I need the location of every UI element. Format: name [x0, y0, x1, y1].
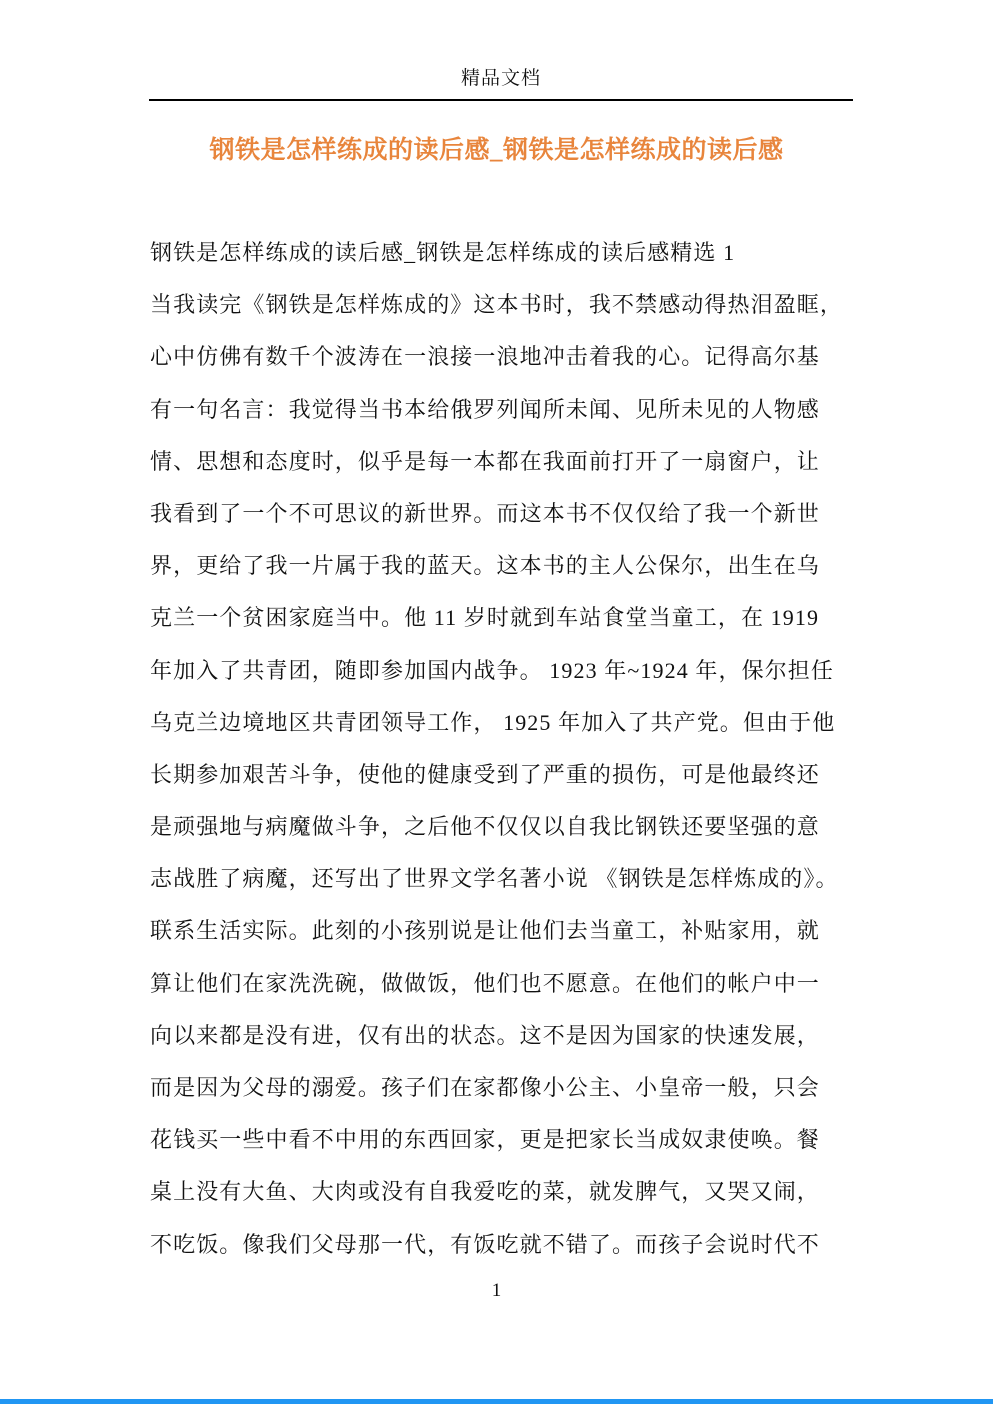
text-line: 算让他们在家洗洗碗，做做饭，他们也不愿意。在他们的帐户中一: [150, 970, 820, 996]
text-line: 乌克兰边境地区共青团领导工作， 1925 年加入了共产党。但由于他: [150, 709, 836, 735]
document-header: [149, 63, 853, 101]
text-line: 心中仿佛有数千个波涛在一浪接一浪地冲击着我的心。记得高尔基: [150, 344, 820, 370]
header-watermark-text: 精品文档: [460, 68, 541, 89]
text-line: 克兰一个贫困家庭当中。他 11 岁时就到车站食堂当童工，在 1919: [150, 605, 820, 631]
document-body: [150, 227, 850, 1271]
text-line: 情、思想和态度时，似乎是每一本都在我面前打开了一扇窗户，让: [150, 448, 820, 474]
text-line: 是顽强地与病魔做斗争，之后他不仅仅以自我比钢铁还要坚强的意: [150, 814, 820, 840]
text-line: 界，更给了我一片属于我的蓝天。这本书的主人公保尔，出生在乌: [150, 553, 820, 579]
text-line: 而是因为父母的溺爱。孩子们在家都像小公主、小皇帝一般，只会: [150, 1075, 820, 1100]
text-line: 联系生活实际。此刻的小孩别说是让他们去当童工，补贴家用，就: [150, 918, 820, 944]
page-number: 1: [491, 1280, 502, 1301]
text-line: 钢铁是怎样练成的读后感_钢铁是怎样练成的读后感精选 1: [150, 240, 736, 265]
text-line: 当我读完《钢铁是怎样炼成的》这本书时，我不禁感动得热泪盈眶，: [150, 292, 844, 318]
text-line: 花钱买一些中看不中用的东西回家，更是把家长当成奴隶使唤。餐: [150, 1127, 820, 1153]
page-title: 钢铁是怎样练成的读后感_钢铁是怎样练成的读后感: [209, 137, 784, 164]
text-line: 年加入了共青团，随即参加国内战争。 1923 年~1924 年，保尔担任: [150, 657, 835, 683]
text-line: 有一句名言：我觉得当书本给俄罗列闻所未闻、见所未见的人物感: [150, 396, 820, 422]
text-line: 不吃饭。像我们父母那一代，有饭吃就不错了。而孩子会说时代不: [150, 1231, 820, 1257]
text-line: 向以来都是没有进，仅有出的状态。这不是因为国家的快速发展，: [150, 1022, 820, 1048]
text-line: 长期参加艰苦斗争，使他的健康受到了严重的损伤，可是他最终还: [150, 761, 820, 787]
footer-divider: [0, 1399, 993, 1404]
text-line: 桌上没有大鱼、大肉或没有自我爱吃的菜，就发脾气，又哭又闹，: [150, 1179, 820, 1205]
text-line: 我看到了一个不可思议的新世界。而这本书不仅仅给了我一个新世: [150, 500, 820, 526]
text-line: 志战胜了病魔，还写出了世界文学名著小说 《钢铁是怎样炼成的》。: [150, 866, 839, 892]
